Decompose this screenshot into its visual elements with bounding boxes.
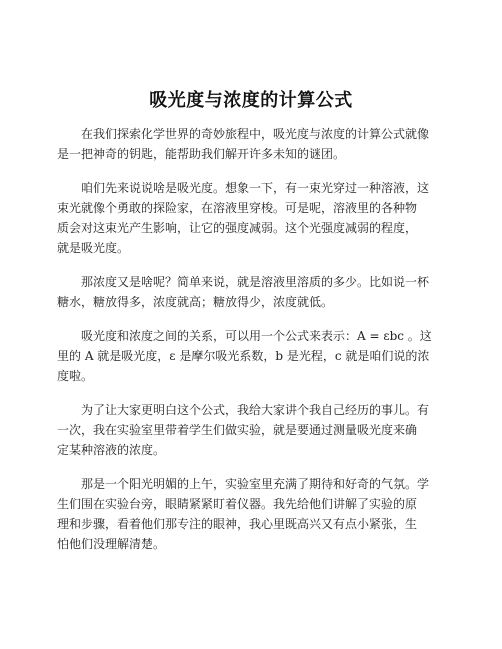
paragraph-line: 是一把神奇的钥匙，能帮助我们解开许多未知的谜团。 <box>57 147 346 161</box>
paragraph-line: 生们围在实验台旁，眼睛紧紧盯着仪器。我先给他们讲解了实验的原 <box>57 497 418 511</box>
paragraph-line: 定某种溶液的浓度。 <box>57 443 166 457</box>
paragraph-5 <box>57 400 447 460</box>
paragraph-line: 理和步骤，看着他们那专注的眼神，我心里既高兴又有点小紧张，生 <box>57 517 418 531</box>
paragraph-6 <box>57 474 447 554</box>
paragraph-line: 糖水，糖放得多，浓度就高；糖放得少，浓度就低。 <box>57 295 334 309</box>
paragraph-1 <box>57 124 447 164</box>
document-title: 吸光度与浓度的计算公式 <box>149 90 353 111</box>
paragraph-line: 咱们先来说说啥是吸光度。想象一下，有一束光穿过一种溶液，这 <box>81 181 430 195</box>
paragraph-line: 就是吸光度。 <box>57 241 130 255</box>
paragraph-line: 里的 A 就是吸光度，ε 是摩尔吸光系数，b 是光程，c 就是咱们说的浓 <box>57 349 430 363</box>
paragraph-2 <box>57 178 447 258</box>
paragraph-line: 那浓度又是啥呢？简单来说，就是溶液里溶质的多少。比如说一杯 <box>81 275 430 289</box>
paragraph-line: 束光就像个勇敢的探险家，在溶液里穿梭。可是呢，溶液里的各种物 <box>57 201 418 215</box>
paragraph-line: 度啦。 <box>57 369 94 383</box>
paragraph-4 <box>57 326 447 386</box>
paragraph-line: 怕他们没理解清楚。 <box>57 537 166 551</box>
paragraph-line: 那是一个阳光明媚的上午，实验室里充满了期待和好奇的气氛。学 <box>81 477 430 491</box>
paragraph-line: 为了让大家更明白这个公式，我给大家讲个我自己经历的事儿。有 <box>81 403 430 417</box>
paragraph-line: 一次，我在实验室里带着学生们做实验，就是要通过测量吸光度来确 <box>57 423 418 437</box>
paragraph-line: 在我们探索化学世界的奇妙旅程中，吸光度与浓度的计算公式就像 <box>81 127 430 141</box>
paragraph-3 <box>57 272 447 312</box>
paragraph-line: 质会对这束光产生影响，让它的强度减弱。这个光强度减弱的程度， <box>57 221 418 235</box>
paragraph-line: 吸光度和浓度之间的关系，可以用一个公式来表示：A = εbc 。这 <box>81 329 432 343</box>
